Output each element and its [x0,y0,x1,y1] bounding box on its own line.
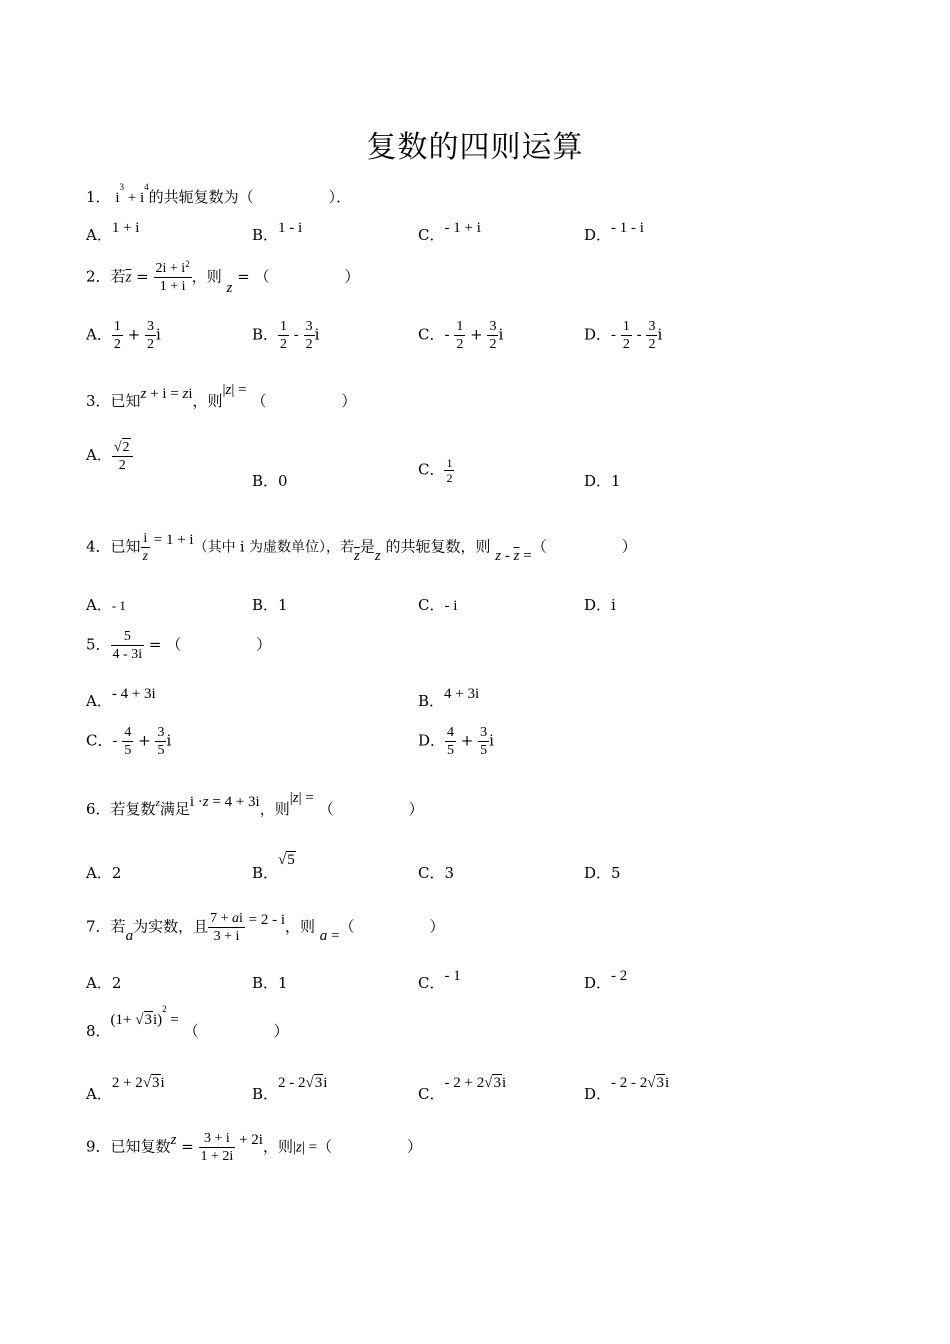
q1-option-d[interactable]: D．- 1 - i [584,220,644,244]
question-8: 8．$(1+ √3i)^2$ = （ ） [86,1004,289,1040]
q8-option-c[interactable]: C．- 2 + 2√3i [418,1075,507,1103]
q2-option-a[interactable]: A． $\frac{1}{2}$ + $\frac{3}{2}$ i [86,319,161,352]
q3-option-d[interactable]: D．1 [584,472,621,490]
question-3: 3．已知z + i = zi，则|z| = （ ） [86,382,357,410]
q7-option-b[interactable]: B．1 [252,974,288,992]
q5-option-c[interactable]: C．- $\frac{4}{5}$ + $\frac{3}{5}$ i [86,725,172,758]
q4-option-d[interactable]: D．i [584,596,616,614]
q2-option-c[interactable]: C．- $\frac{1}{2}$ + $\frac{3}{2}$ i [418,319,504,352]
q2-option-d[interactable]: D．- $\frac{1}{2}$ - $\frac{3}{2}$ i [584,319,663,352]
q8-option-d[interactable]: D．- 2 - 2√3i [584,1075,670,1103]
q6-option-a[interactable]: A．2 [86,864,122,882]
q6-option-d[interactable]: D．5 [584,864,621,882]
q8-option-a[interactable]: A．2 + 2√3i [86,1075,165,1103]
q3-option-c[interactable]: C． $\frac{1}{2}$ [418,456,453,485]
q1-option-a[interactable]: A．1 + i [86,220,140,244]
q1-option-c[interactable]: C．- 1 + i [418,220,481,244]
q4-option-a[interactable]: A．- 1 [86,596,126,614]
q5-option-a[interactable]: A．- 4 + 3i [86,686,156,710]
q2-option-b[interactable]: B． $\frac{1}{2}$ - $\frac{3}{2}$ i [252,319,320,352]
question-7: 7．若a为实数，且 $\frac{7 + ai}{3 + i}$ = 2 - i，则 a =（ ） [86,911,445,944]
page-title: 复数的四则运算 [366,130,584,165]
q1-expression: $i^3 + i^4$ [115,182,149,206]
q7-option-c[interactable]: C．- 1 [418,968,461,992]
q3-option-a[interactable]: A． $\frac{√2}{2}$ [86,444,133,480]
q3-option-b[interactable]: B．0 [252,472,288,490]
question-2: 2．若$\overline{z}$ = $\frac{2i + i^2}{1 + i}$ ，则 z = （ ） [86,259,360,296]
q7-option-a[interactable]: A．2 [86,974,122,992]
q8-option-b[interactable]: B．2 - 2√3i [252,1075,328,1103]
question-5: 5． $\frac{5}{4 - 3i}$ = （ ） [86,629,272,662]
question-4: 4．已知 $\frac{i}{z}$ = 1 + i（其中 i 为虚数单位），若$\overline{z}$是z 的共轭复数，则 z - $\overline{z}$ =（ ） [86,531,637,564]
question-9: 9．已知复数z = $\frac{3 + i}{1 + 2i}$ + 2i，则|z| =（ ） [86,1131,423,1164]
q5-option-d[interactable]: D． $\frac{4}{5}$ + $\frac{3}{5}$ i [418,725,494,758]
q6-option-c[interactable]: C．3 [418,864,455,882]
question-6: 6．若复数$^z$满足i ·z = 4 + 3i，则|z| = （ ） [86,790,424,818]
q7-option-d[interactable]: D．- 2 [584,968,628,992]
q1-option-b[interactable]: B．1 - i [252,220,303,244]
q5-option-b[interactable]: B．4 + 3i [418,686,480,710]
q6-option-b[interactable]: B．√5 [252,852,295,882]
q4-option-b[interactable]: B．1 [252,596,288,614]
question-1: 1． $i^3 + i^4$的共轭复数为（ ）． [86,182,352,206]
q4-option-c[interactable]: C．- i [418,596,458,614]
